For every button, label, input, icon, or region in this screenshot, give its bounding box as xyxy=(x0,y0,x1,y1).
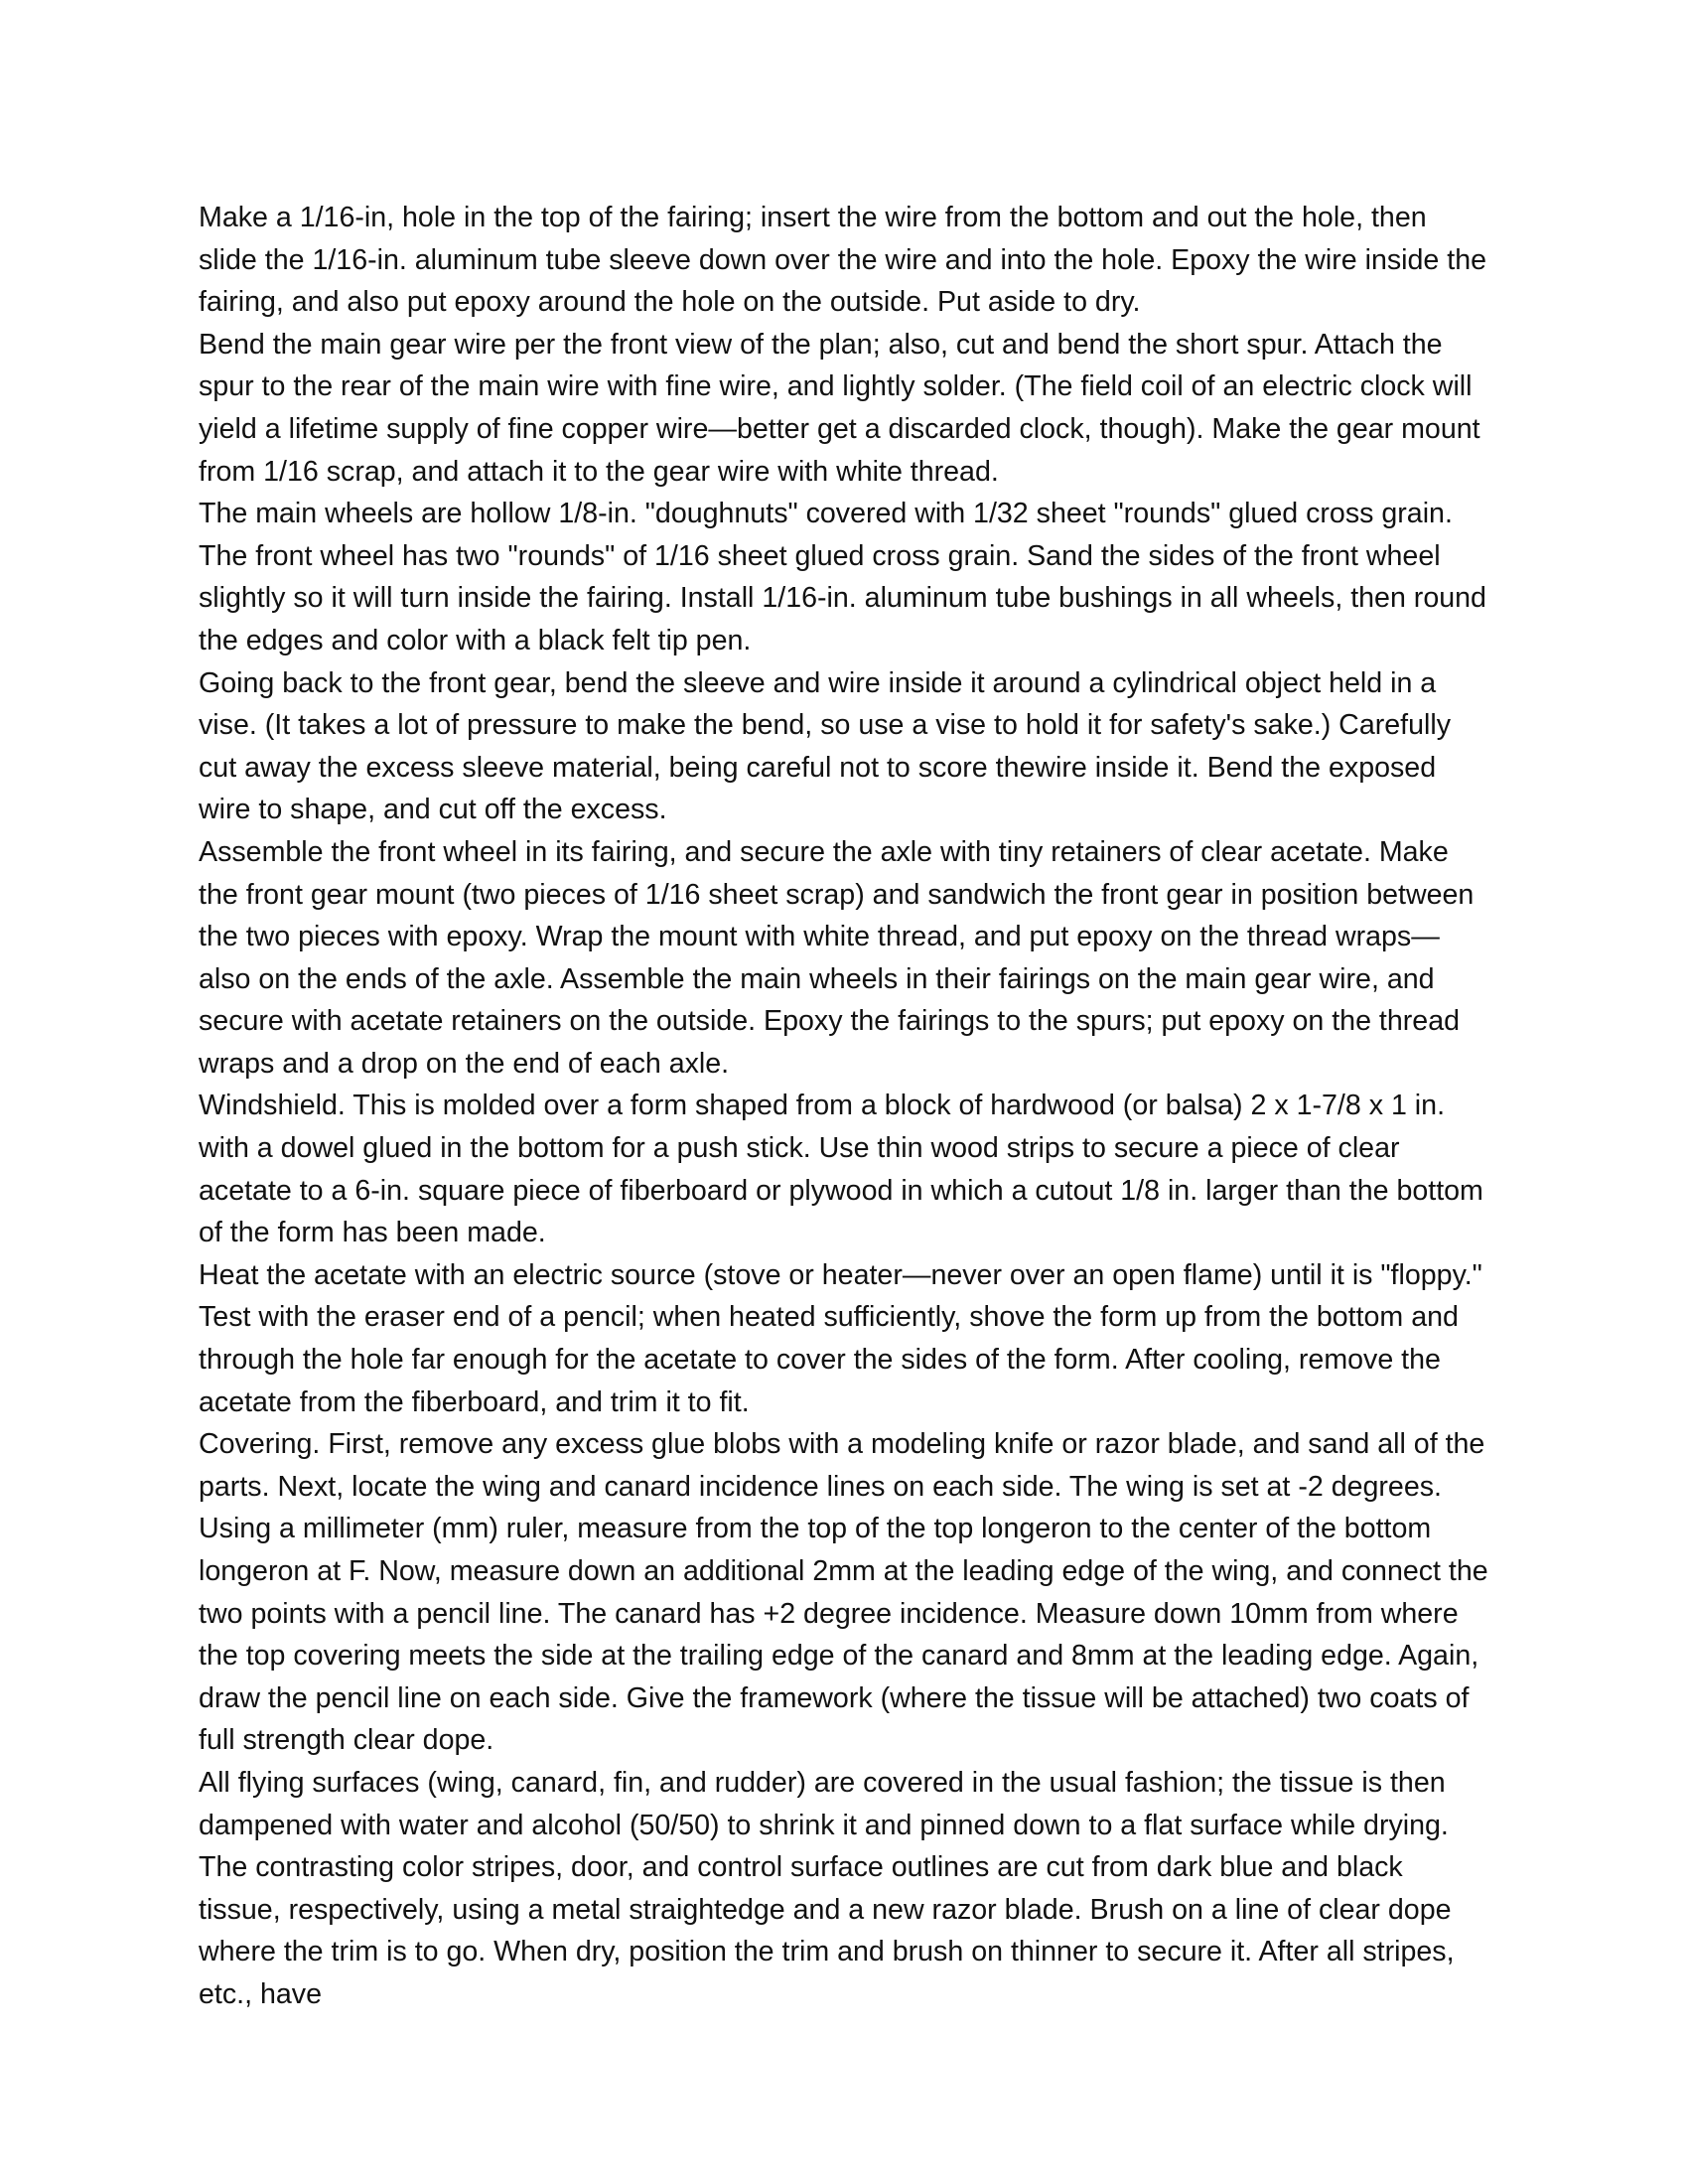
paragraph-fairing-hole: Make a 1/16-in, hole in the top of the fairing; insert the wire from the bottom and out the hole, then slide the 1/16-in. aluminum tube sleeve down over the wire and into the hole. Epoxy the wire inside the fairing, and also put epoxy around the hole on the outside. Put aside to dry. xyxy=(199,202,1487,319)
paragraph-heat-acetate: Heat the acetate with an electric source (stove or heater—never over an open flame) until it is "floppy." Test with the eraser end of a pencil; when heated sufficiently, shove the form up from the bottom and through the hole far enough for the acetate to cover the sides of the form. After cooling, remove the acetate from the fiberboard, and trim it to fit. xyxy=(199,1258,1482,1418)
paragraph-covering: Covering. First, remove any excess glue blobs with a modeling knife or razor blade, and sand all of the parts. Next, locate the wing and canard incidence lines on each side. The wing is set at -2 degrees. Using a millimeter (mm) ruler, measure from the top of the top longeron to the center of the bottom longeron at F. Now, measure down an additional 2mm at the leading edge of the wing, and connect the two points with a pencil line. The canard has +2 degree incidence. Measure down 10mm from where the top covering meets the side at the trailing edge of the canard and 8mm at the leading edge. Again, draw the pencil line on each side. Give the framework (where the tissue will be attached) two coats of full strength clear dope. xyxy=(199,1428,1488,1757)
paragraph-flying-surfaces: All flying surfaces (wing, canard, fin, and rudder) are covered in the usual fashion; the tissue is then dampened with water and alcohol (50/50) to shrink it and pinned down to a flat surface while drying. The contrasting color stripes, door, and control surface outlines are cut from dark blue and black tissue, respectively, using a metal straightedge and a new razor blade. Brush on a line of clear dope where the trim is to go. When dry, position the trim and brush on thinner to secure it. After all stripes, etc., have xyxy=(199,1766,1455,2010)
paragraph-front-gear: Going back to the front gear, bend the sleeve and wire inside it around a cylindrical object held in a vise. (It takes a lot of pressure to make the bend, so use a vise to hold it for safety's sake.) Carefully cut away the excess sleeve material, being careful not to score thewire inside it. Bend the exposed wire to shape, and cut off the excess. xyxy=(199,666,1452,826)
paragraph-main-wheels: The main wheels are hollow 1/8-in. "doughnuts" covered with 1/32 sheet "rounds" glued cross grain. The front wheel has two "rounds" of 1/16 sheet glued cross grain. Sand the sides of the front wheel slightly so it will turn inside the fairing. Install 1/16-in. aluminum tube bushings in all wheels, then round the edges and color with a black felt tip pen. xyxy=(199,498,1486,656)
paragraph-windshield: Windshield. This is molded over a form shaped from a block of hardwood (or balsa) 2 x 1-7/8 x 1 in. with a dowel glued in the bottom for a push stick. Use thin wood strips to secure a piece of clear acetate to a 6-in. square piece of fiberboard or plywood in which a cutout 1/8 in. larger than the bottom of the form has been made. xyxy=(199,1090,1483,1249)
body-text xyxy=(199,197,1489,2016)
paragraph-main-gear-wire: Bend the main gear wire per the front view of the plan; also, cut and bend the short spur. Attach the spur to the rear of the main wire with fine wire, and lightly solder. (The field coil of an electric clock will yield a lifetime supply of fine copper wire—better get a discarded clock, though). Make the gear mount from 1/16 scrap, and attach it to the gear wire with white thread. xyxy=(199,328,1480,488)
paragraph-assemble-front-wheel: Assemble the front wheel in its fairing, and secure the axle with tiny retainers of clear acetate. Make the front gear mount (two pieces of 1/16 sheet scrap) and sandwich the front gear in position between the two pieces with epoxy. Wrap the mount with white thread, and put epoxy on the thread wraps—also on the ends of the axle. Assemble the main wheels in their fairings on the main gear wire, and secure with acetate retainers on the outside. Epoxy the fairings to the spurs; put epoxy on the thread wraps and a drop on the end of each axle. xyxy=(199,835,1475,1080)
